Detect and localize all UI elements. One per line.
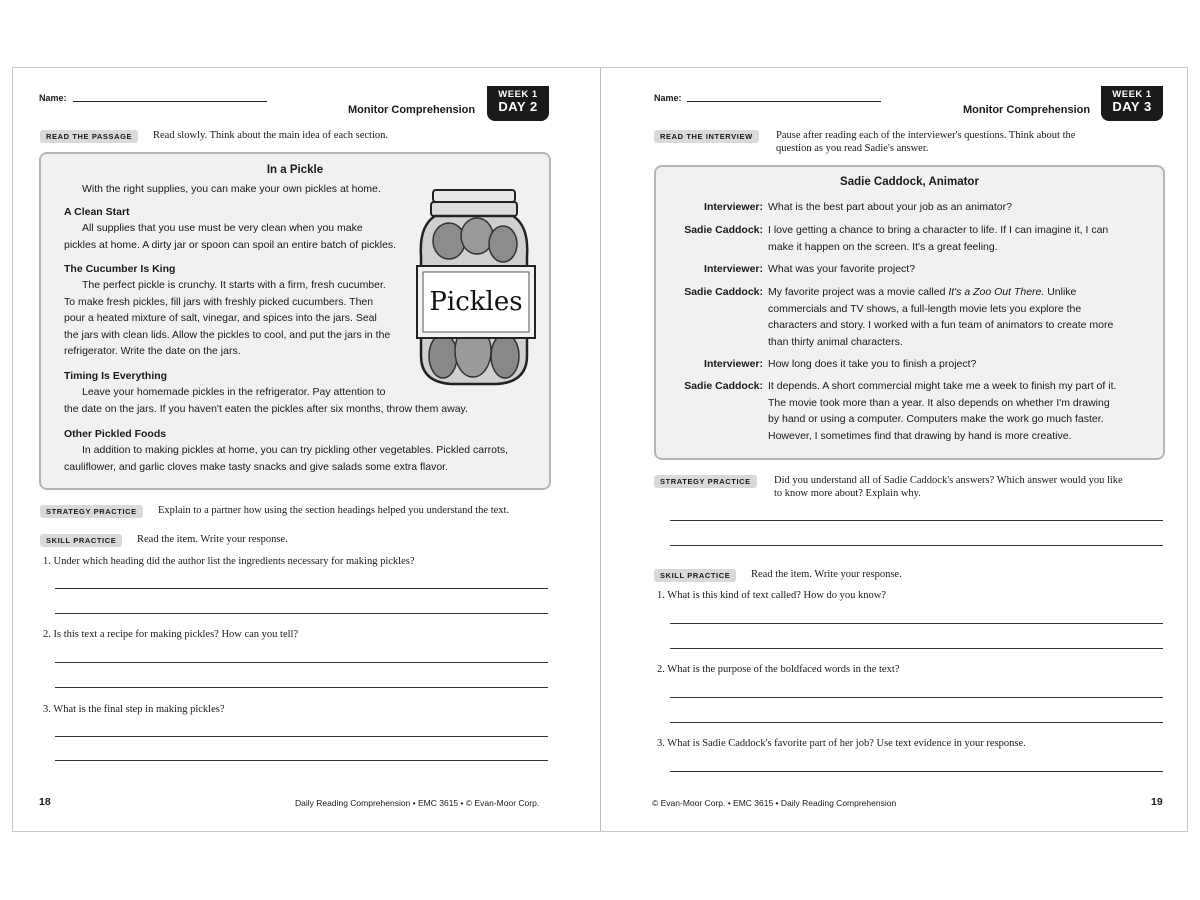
answer-line[interactable]	[55, 588, 548, 589]
passage-title: In a Pickle	[266, 164, 324, 176]
answer-line[interactable]	[55, 662, 548, 663]
strategy-instruction: Did you understand all of Sadie Caddock's answers? Which answer would you like to know more about? Explain why.	[774, 475, 1123, 499]
section-text: Leave your homemade pickles in the refrigerator. Pay attention to the date on the jars. If you haven't eaten the pickles after six months, throw them away.	[64, 386, 468, 415]
question-3: 3. What is the final step in making pickles?	[43, 704, 225, 715]
passage-intro: With the right supplies, you can make your own pickles at home.	[82, 183, 381, 195]
read-instruction: Read slowly. Think about the main idea of each section.	[153, 130, 389, 141]
question-2: 2. Is this text a recipe for making pickles? How can you tell?	[43, 629, 299, 640]
day-label: DAY 2	[498, 99, 538, 114]
read-the-passage-pill: READ THE PASSAGE	[40, 130, 138, 143]
answer-line[interactable]	[670, 623, 1163, 624]
strategy-practice-pill: STRATEGY PRACTICE	[654, 475, 757, 488]
section-heading: Other Pickled Foods	[64, 428, 167, 440]
name-label: Name:	[654, 93, 682, 103]
page-footer: © Evan-Moor Corp. • EMC 3615 • Daily Reading Comprehension	[652, 798, 897, 808]
speaker-label: Interviewer:	[704, 201, 763, 213]
section-title: Monitor Comprehension	[348, 104, 476, 116]
section-heading: The Cucumber Is King	[64, 263, 176, 275]
speaker-label: Sadie Caddock:	[684, 380, 763, 392]
answer-line[interactable]	[55, 613, 548, 614]
skill-instruction: Read the item. Write your response.	[751, 569, 902, 580]
speaker-label: Interviewer:	[704, 358, 763, 370]
name-line	[73, 101, 267, 102]
answer-line[interactable]	[55, 736, 548, 737]
answer-line[interactable]	[55, 687, 548, 688]
skill-practice-pill: SKILL PRACTICE	[654, 569, 736, 582]
question-1: 1. Under which heading did the author list the ingredients necessary for making pickles?	[43, 556, 415, 567]
day-label: DAY 3	[1112, 99, 1152, 114]
interview-title: Sadie Caddock, Animator	[840, 176, 979, 188]
left-page	[13, 68, 601, 831]
answer-line[interactable]	[670, 545, 1163, 546]
answer-line[interactable]	[670, 771, 1163, 772]
book-spread	[12, 67, 1188, 832]
week-day-tab	[1101, 86, 1163, 121]
section-text: In addition to making pickles at home, you can try pickling other vegetables. Pickled carrots, cauliflower, and garlic cloves make tasty snacks and give salads some extra flavor.	[64, 444, 509, 473]
read-instruction: Pause after reading each of the interviewer's questions. Think about the question as you read Sadie's answer.	[776, 130, 1076, 154]
section-heading: A Clean Start	[64, 206, 130, 218]
skill-instruction: Read the item. Write your response.	[137, 534, 288, 545]
page-number: 19	[1151, 796, 1163, 808]
speaker-label: Sadie Caddock:	[684, 224, 763, 236]
page-footer: Daily Reading Comprehension • EMC 3615 • © Evan-Moor Corp.	[295, 798, 540, 808]
week-day-tab	[487, 86, 549, 121]
skill-practice-pill: SKILL PRACTICE	[40, 534, 122, 547]
strategy-practice-pill: STRATEGY PRACTICE	[40, 505, 143, 518]
answer-line[interactable]	[670, 722, 1163, 723]
read-the-interview-pill: READ THE INTERVIEW	[654, 130, 759, 143]
section-heading: Timing Is Everything	[64, 370, 168, 382]
page-number: 18	[39, 796, 51, 808]
question-2: 2. What is the purpose of the boldfaced words in the text?	[657, 664, 900, 675]
week-label: WEEK 1	[1112, 89, 1152, 100]
section-text: All supplies that you use must be very clean when you make pickles at home. A dirty jar or spoon can spoil an entire batch of pickles.	[64, 222, 397, 251]
strategy-instruction: Explain to a partner how using the section headings helped you understand the text.	[158, 505, 510, 516]
question-1: 1. What is this kind of text called? How do you know?	[657, 590, 887, 601]
answer-line[interactable]	[670, 520, 1163, 521]
section-title: Monitor Comprehension	[963, 104, 1091, 116]
movie-title: It's a Zoo Out There.	[948, 286, 1045, 298]
name-line	[687, 101, 881, 102]
week-label: WEEK 1	[498, 89, 538, 100]
right-page: Name: Monitor Comprehension WEEK 1 DAY 3 READ THE INTERVIEW Pause after reading each of the interviewer's questions. Think about the question as you read Sadie's answer. Sadie Caddock, Animator Interviewer: What is the best part about your job as an animator? Sadie Caddock: I love getting a chance to bring a character to life. If I can imagine it, I can make it happen on the screen. It's a great feeling. Interviewer: What was your favorite project? Sadie Caddock: My favorite project was a movie called It's a Zoo Out There. Unlike commercials and TV shows, a full-length movie lets you explore the characters and story. I worked with a fun team of animators to create more than thirty animal characters. Interviewer: How long does it take you to finish a project? Sadie Caddock: It depends. A short commercial might take me a week to finish my part of it. The movie took more than a year. It also depends on whether I'm drawing by hand or using a computer. Computers make the work go much faster. However, I sometimes find that drawing by hand is more creative. STRATEGY PRACTICE Did you understand all of Sadie Caddock's answers? Which answer would you like to know more about? Explain why. SKILL PRACTICE Read the item. Write your response. 1. What is this kind of text called? How do you know? 2. What is the purpose of the boldfaced words in the text? 3. What is Sadie Caddock's favorite part of her job? Use text evidence in your response. © Evan-Moor Corp. • EMC 3615 • Daily Reading Comprehension 19	[601, 68, 1188, 831]
answer-line[interactable]	[670, 697, 1163, 698]
question-3: 3. What is Sadie Caddock's favorite part of her job? Use text evidence in your response.	[657, 738, 1026, 749]
pickle-jar-icon	[411, 186, 541, 391]
answer-line[interactable]	[670, 648, 1163, 649]
answer-line[interactable]	[55, 760, 548, 761]
name-label: Name:	[39, 93, 67, 103]
section-text: The perfect pickle is crunchy. It starts with a firm, fresh cucumber. To make fresh pickles, fill jars with freshly picked cucumbers. Then pour a heated mixture of salt, vinegar, and spices into the jars. Seal the jars with clean lids. Allow the pickles to cool, and put the jars in the refrigerator. Write the date on the jars.	[64, 279, 391, 358]
jar-label-text: Pickles	[429, 287, 523, 317]
speaker-label: Interviewer:	[704, 263, 763, 275]
speaker-label: Sadie Caddock:	[684, 286, 763, 298]
